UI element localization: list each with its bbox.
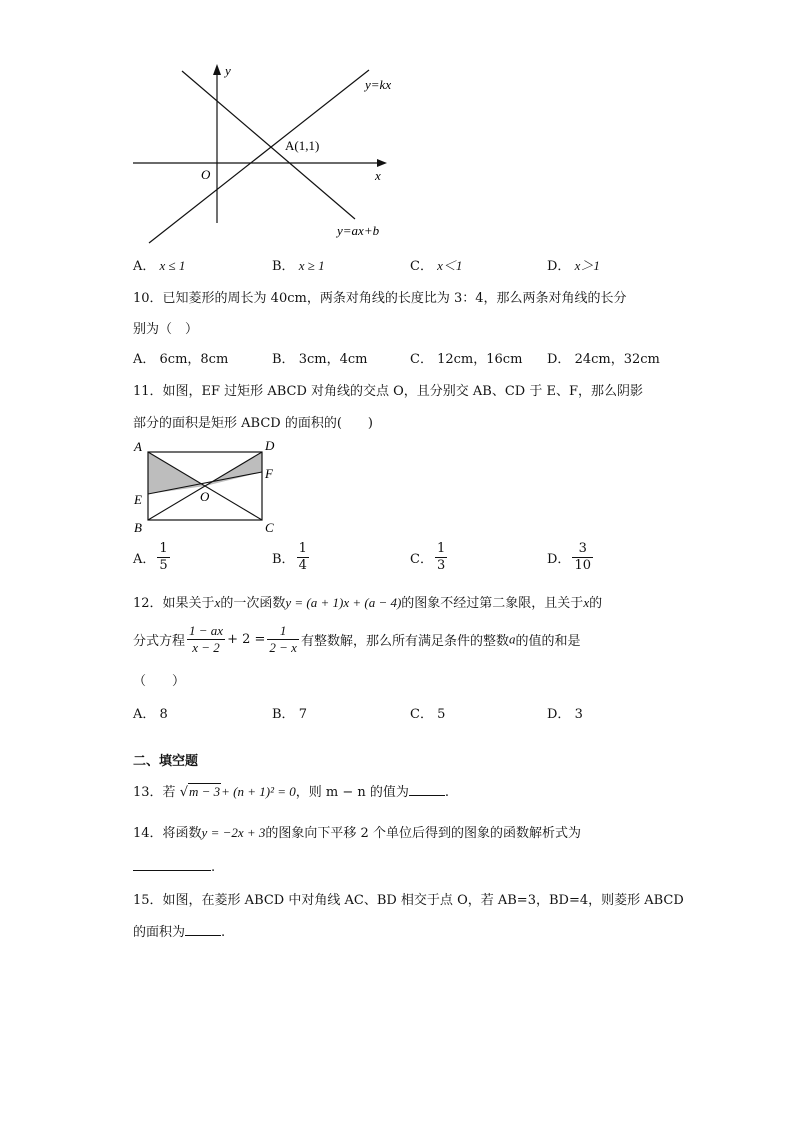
q13: 13．若 √m − 3+ (n + 1)² = 0，则 m − n 的值为 . [133,784,450,800]
q10-option-c[interactable]: C． 12cm，16cm [410,352,523,367]
label-b: B [134,520,142,535]
line-y-ax-b-label: y=ax+b [337,223,380,238]
q15-line2: 的面积为 . [133,925,226,940]
q11-options [133,541,693,581]
q11-line2: 部分的面积是矩形 ABCD 的面积的( ) [133,416,373,431]
q9-options [133,255,693,275]
q12-option-a[interactable]: A． 8 [133,707,168,722]
q10-options [133,348,693,368]
fraction-left: $\frac{1 - ax}{x - 2}$ [189,623,224,655]
label-o: O [200,489,210,504]
q11-option-b[interactable]: B． $\frac{1}{4}$ [272,541,307,573]
q11-option-c[interactable]: C． $\frac{1}{3}$ [410,541,446,573]
label-c: C [265,520,274,535]
q14-line1: 14．将函数y = −2x + 3的图象向下平移 2 个单位后得到的图象的函数解析式为 [133,825,581,841]
fraction: $\frac{1}{4}$ [298,541,307,573]
q14-line2: . [133,858,215,875]
answer-blank[interactable] [185,923,221,936]
q12-options [133,703,693,723]
q9-option-b[interactable]: B． x ≥ 1 [272,258,325,274]
q12-line1: 12．如果关于x的一次函数y = (a + 1)x + (a − 4)的图象不经过第二象限，且关于x的 [133,595,603,611]
label-a: A [134,439,142,454]
y-axis-arrow [213,64,221,75]
q12-option-b[interactable]: B． 7 [272,707,307,722]
q10-option-d[interactable]: D． 24cm，32cm [547,352,660,367]
fraction: $\frac{1}{3}$ [436,541,446,573]
q9-option-c[interactable]: C． x＜1 [410,258,463,274]
q12-option-c[interactable]: C． 5 [410,707,446,722]
q9-option-d[interactable]: D． x＞1 [547,258,600,274]
q10-line1: 10．已知菱形的周长为 40cm，两条对角线的长度比为 3：4，那么两条对角线的长分 [133,291,627,306]
label-e: E [134,492,142,507]
q11-option-d[interactable]: D． $\frac{3}{10}$ [547,541,591,573]
q9-option-a[interactable]: A． x ≤ 1 [133,258,186,274]
q12-line3: （ ） [133,674,186,689]
q12-option-d[interactable]: D． 3 [547,707,583,722]
point-a-label: A(1,1) [285,138,320,153]
label-f: F [265,466,273,481]
origin-label: O [201,167,211,182]
q9-graph [125,55,415,250]
y-axis-label: y [225,63,231,78]
fraction-right: $\frac{1}{2 - x}$ [269,623,297,655]
q12-line2: 分式方程 $\frac{1 - ax}{x - 2}$ + 2 = $\frac{1}{2 - x}$ 有整数解，那么所有满足条件的整数a的值的和是 [133,623,581,655]
q10-line2: 别为（ ） [133,322,199,337]
fraction: $\frac{1}{5}$ [159,541,168,573]
x-axis-label: x [375,168,381,183]
q10-option-a[interactable]: A． 6cm，8cm [133,352,229,367]
fraction: $\frac{3}{10}$ [574,541,591,573]
section-heading: 二、填空题 [133,754,199,769]
line-y-kx [149,70,369,243]
answer-blank[interactable] [409,783,445,796]
x-axis-arrow [377,159,387,167]
answer-blank[interactable] [133,858,211,871]
q15-line1: 15．如图，在菱形 ABCD 中对角线 AC、BD 相交于点 O，若 AB=3，BD=4，则菱形 ABCD [133,893,684,908]
line-y-kx-label: y=kx [365,77,392,92]
sqrt-sign: √ [179,785,188,800]
q10-option-b[interactable]: B． 3cm，4cm [272,352,368,367]
q11-figure [128,436,288,538]
shaded-triangle-left [148,452,205,494]
q11-option-a[interactable]: A． $\frac{1}{5}$ [133,541,168,573]
label-d: D [265,438,275,453]
q11-line1: 11．如图，EF 过矩形 ABCD 对角线的交点 O，且分别交 AB、CD 于 E、F，那么阴影 [133,384,644,399]
